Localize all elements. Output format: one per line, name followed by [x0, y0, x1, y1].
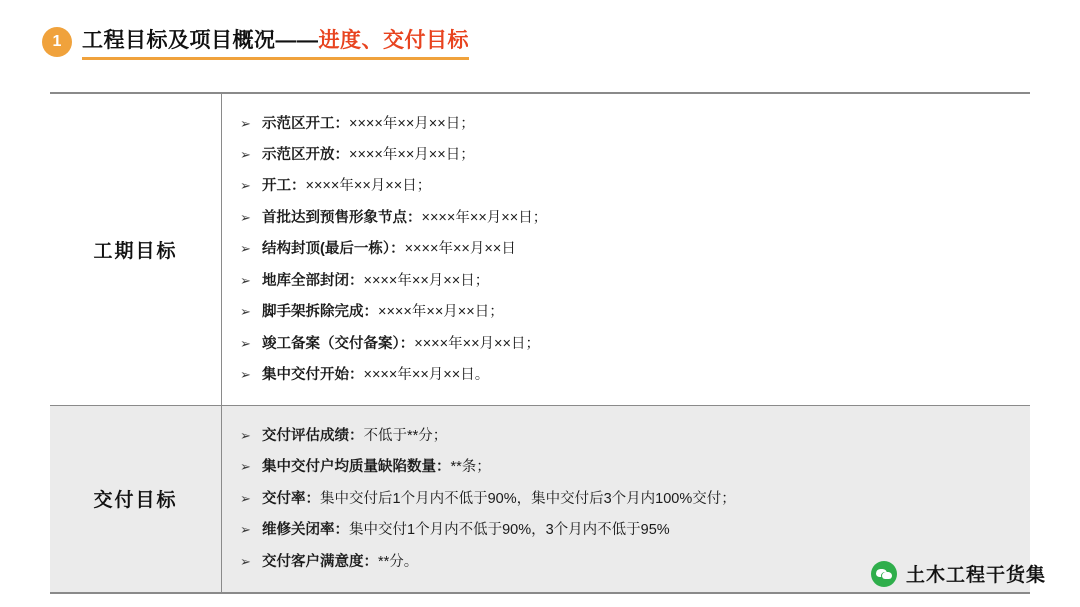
- list-item: [240, 328, 1030, 359]
- arrow-bullet-icon: ➢: [240, 459, 251, 475]
- arrow-bullet-icon: ➢: [240, 522, 251, 538]
- list-item-value: ××××年××月××日；: [349, 115, 475, 132]
- list-item-label: 集中交付开始：: [262, 367, 364, 384]
- brand-name: 土木工程干货集: [905, 565, 1046, 586]
- brand-watermark: [871, 560, 1046, 587]
- list-item-label: 交付评估成绩：: [262, 427, 364, 444]
- list-item-label: 地库全部封闭：: [262, 272, 364, 289]
- list-item-label: 开工：: [262, 178, 306, 195]
- list-item-value: ××××年××月××日；: [349, 146, 475, 163]
- list-item: [240, 515, 1030, 546]
- arrow-bullet-icon: ➢: [240, 272, 251, 288]
- list-item: [240, 452, 1030, 483]
- list-item: [240, 202, 1030, 233]
- goals-table: [50, 92, 1030, 594]
- list-item: [240, 171, 1030, 202]
- list-item-label: 示范区开工：: [262, 115, 349, 132]
- arrow-bullet-icon: ➢: [240, 553, 251, 569]
- arrow-bullet-icon: ➢: [240, 209, 251, 225]
- list-item-label: 首批达到预售形象节点：: [262, 209, 422, 226]
- list-item: [240, 483, 1030, 514]
- list-item-value: 集中交付1个月内不低于90%，3个月内不低于95%: [349, 522, 670, 539]
- list-item-value: ××××年××月××日。: [363, 367, 490, 384]
- list-item-value: **分。: [378, 553, 419, 570]
- row-label-schedule: 工期目标: [50, 94, 222, 405]
- list-item-value: ××××年××月××日；: [421, 209, 548, 226]
- arrow-bullet-icon: ➢: [240, 241, 251, 257]
- arrow-bullet-icon: ➢: [240, 335, 251, 351]
- list-item: [240, 420, 1030, 451]
- list-item-value: **条；: [450, 459, 491, 476]
- arrow-bullet-icon: ➢: [240, 490, 251, 506]
- page-title-main: 工程目标及项目概况——: [82, 29, 319, 52]
- list-item-value: ××××年××月××日；: [305, 178, 432, 195]
- list-item: [240, 139, 1030, 170]
- list-item-label: 脚手架拆除完成：: [262, 304, 378, 321]
- slide-header: [42, 22, 469, 62]
- page-title: [82, 24, 469, 60]
- arrow-bullet-icon: ➢: [240, 367, 251, 383]
- arrow-bullet-icon: ➢: [240, 178, 251, 194]
- list-item: [240, 297, 1030, 328]
- page-title-accent: 进度、交付目标: [318, 29, 469, 52]
- list-item-label: 结构封顶(最后一栋）：: [262, 241, 405, 258]
- list-item-value: ××××年××月××日；: [378, 304, 504, 321]
- row-label-delivery: 交付目标: [50, 406, 222, 591]
- list-item: [240, 360, 1030, 391]
- list-item-value: 不低于**分；: [363, 427, 448, 444]
- list-item: [240, 265, 1030, 296]
- list-item-value: ××××年××月××日；: [414, 335, 540, 352]
- table-row: [50, 94, 1030, 405]
- title-underline: [82, 57, 469, 60]
- arrow-bullet-icon: ➢: [240, 304, 251, 320]
- list-item: [240, 108, 1030, 139]
- list-item-label: 交付率：: [262, 490, 320, 507]
- row-body-schedule: [222, 94, 1030, 405]
- list-item-value: ××××年××月××日；: [363, 272, 490, 289]
- list-item: [240, 234, 1030, 265]
- list-item-label: 维修关闭率：: [262, 522, 349, 539]
- list-item-value: 集中交付后1个月内不低于90%，集中交付后3个月内100%交付；: [320, 490, 736, 507]
- list-item-label: 交付客户满意度：: [262, 553, 378, 570]
- list-item-value: ××××年××月××日: [404, 241, 516, 258]
- list-item-label: 集中交付户均质量缺陷数量：: [262, 459, 451, 476]
- list-item-label: 示范区开放：: [262, 146, 349, 163]
- arrow-bullet-icon: ➢: [240, 427, 251, 443]
- wechat-logo-icon: [871, 561, 897, 587]
- arrow-bullet-icon: ➢: [240, 115, 251, 131]
- arrow-bullet-icon: ➢: [240, 146, 251, 162]
- list-item-label: 竣工备案（交付备案）：: [262, 335, 415, 352]
- section-number-badge: 1: [42, 27, 72, 57]
